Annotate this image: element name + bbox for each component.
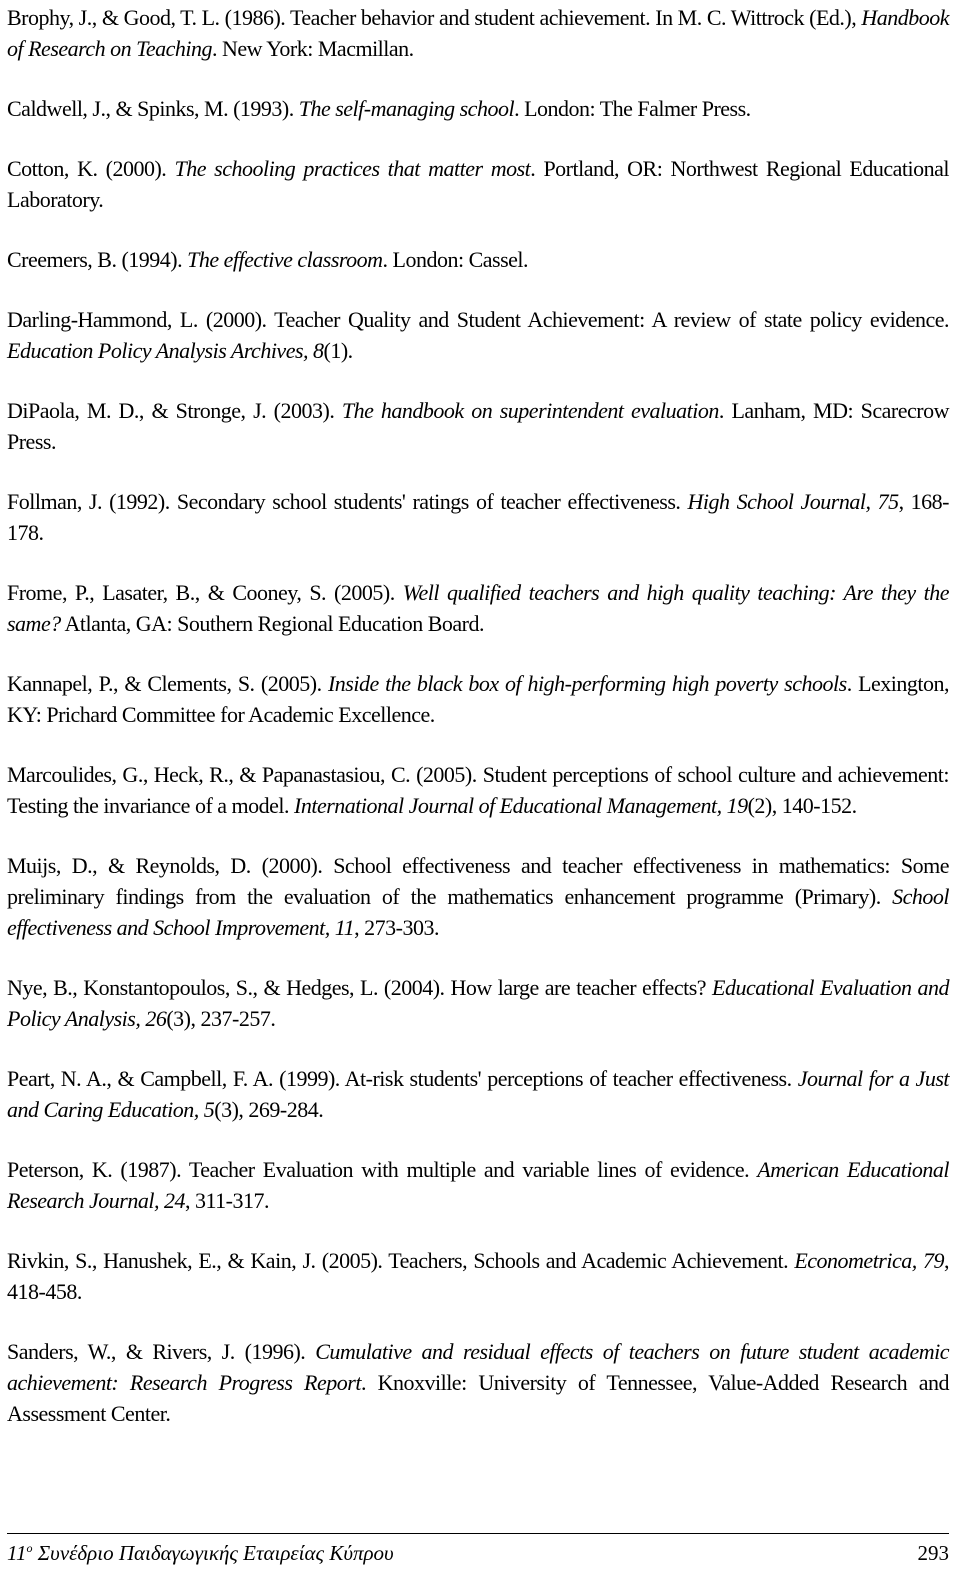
reference-item [7, 1063, 949, 1125]
reference-item [7, 244, 949, 275]
reference-item [7, 972, 949, 1034]
reference-text: , 168-178. [7, 489, 949, 545]
reference-italic-text: Econometrica, 79 [794, 1248, 945, 1273]
reference-text: , 273-303. [354, 915, 439, 940]
reference-italic-text: Inside the black box of high-performing high poverty schools [327, 671, 847, 696]
reference-text: . London: The Falmer Press. [514, 96, 751, 121]
reference-italic-text: The effective classroom [187, 247, 383, 272]
reference-text: . Portland, OR: Northwest Regional Educational Laboratory. [7, 156, 950, 212]
reference-item [7, 759, 949, 821]
reference-item [7, 1245, 949, 1307]
reference-italic-text: Journal for a Just and Caring Education, 5 [7, 1066, 949, 1122]
reference-text: Sanders, W., & Rivers, J. (1996). [7, 1339, 316, 1364]
reference-text: DiPaola, M. D., & Stronge, J. (2003). [7, 398, 342, 423]
reference-text: (3), 269-284. [214, 1097, 324, 1122]
reference-italic-text: The schooling practices that matter most [174, 156, 531, 181]
reference-text: Follman, J. (1992). Secondary school students' ratings of teacher effectiveness. [7, 489, 688, 514]
reference-text: . New York: Macmillan. [212, 36, 414, 61]
reference-italic-text: The self-managing school [298, 96, 515, 121]
conference-title [7, 1540, 394, 1566]
reference-italic-text: Educational Evaluation and Policy Analysis, 26 [7, 975, 949, 1031]
reference-text: . Lanham, MD: Scarecrow Press. [7, 398, 949, 454]
reference-text: Peart, N. A., & Campbell, F. A. (1999). At-risk students' perceptions of teacher effectiveness. [7, 1066, 798, 1091]
reference-item [7, 668, 949, 730]
conference-number: 11 [7, 1541, 27, 1565]
reference-item [7, 153, 949, 215]
reference-item [7, 850, 949, 943]
reference-item [7, 395, 949, 457]
reference-item [7, 2, 949, 64]
reference-italic-text: International Journal of Educational Management, 19 [294, 793, 748, 818]
reference-text: . London: Cassel. [382, 247, 529, 272]
reference-italic-text: Cumulative and residual effects of teachers on future student academic achievement: Research Progress Report [7, 1339, 949, 1395]
reference-item [7, 577, 949, 639]
reference-text: (1). [323, 338, 353, 363]
reference-text: Caldwell, J., & Spinks, M. (1993). [7, 96, 299, 121]
reference-text: Marcoulides, G., Heck, R., & Papanastasiou, C. (2005). Student perceptions of school culture and achievement: Testing the invariance of a model. [7, 762, 949, 818]
reference-item [7, 1154, 949, 1216]
reference-text: Creemers, B. (1994). [7, 247, 188, 272]
reference-text: Nye, B., Konstantopoulos, S., & Hedges, L. (2004). How large are teacher effects? [7, 975, 712, 1000]
reference-text: Cotton, K. (2000). [7, 156, 175, 181]
reference-text: , 418-458. [7, 1248, 950, 1304]
reference-item [7, 93, 949, 124]
reference-text: Kannapel, P., & Clements, S. (2005). [7, 671, 328, 696]
reference-text: Rivkin, S., Hanushek, E., & Kain, J. (2005). Teachers, Schools and Academic Achievement. [7, 1248, 795, 1273]
reference-italic-text: High School Journal, 75 [687, 489, 899, 514]
reference-italic-text: School effectiveness and School Improvement, 11 [7, 884, 949, 940]
reference-item [7, 1336, 949, 1429]
reference-text: Atlanta, GA: Southern Regional Education Board. [60, 611, 484, 636]
reference-italic-text: The handbook on superintendent evaluation [341, 398, 719, 423]
reference-text: , 311-317. [184, 1188, 269, 1213]
reference-text: . Knoxville: University of Tennessee, Value-Added Research and Assessment Center. [7, 1370, 949, 1426]
reference-text: (2), 140-152. [747, 793, 857, 818]
reference-text: . Lexington, KY: Prichard Committee for Academic Excellence. [7, 671, 949, 727]
reference-text: Darling-Hammond, L. (2000). Teacher Quality and Student Achievement: A review of state policy evidence. [7, 307, 949, 332]
page-footer [7, 1540, 949, 1566]
conference-name: Συνέδριο Παιδαγωγικής Εταιρείας Κύπρου [32, 1541, 394, 1565]
reference-italic-text: American Educational Research Journal, 24 [7, 1157, 949, 1213]
reference-italic-text: Education Policy Analysis Archives, 8 [7, 338, 324, 363]
reference-text: Brophy, J., & Good, T. L. (1986). Teacher behavior and student achievement. In M. C. Wittrock (Ed.), [7, 5, 862, 30]
reference-text: (3), 237-257. [166, 1006, 276, 1031]
reference-item [7, 486, 949, 548]
page-number: 293 [917, 1541, 949, 1565]
reference-text: Muijs, D., & Reynolds, D. (2000). School effectiveness and teacher effectiveness in mathematics: Some preliminary findings from the evaluation of the mathematics enhancement programme (Primary). [7, 853, 949, 909]
reference-italic-text: Well qualified teachers and high quality teaching: Are they the same? [7, 580, 949, 636]
reference-italic-text: Handbook of Research on Teaching [7, 5, 949, 61]
reference-text: Peterson, K. (1987). Teacher Evaluation with multiple and variable lines of evidence. [7, 1157, 758, 1182]
reference-text: Frome, P., Lasater, B., & Cooney, S. (2005). [7, 580, 403, 605]
conference-ordinal: ο [26, 1541, 33, 1555]
reference-list [7, 2, 949, 1429]
reference-item [7, 304, 949, 366]
footer-divider [7, 1533, 949, 1534]
